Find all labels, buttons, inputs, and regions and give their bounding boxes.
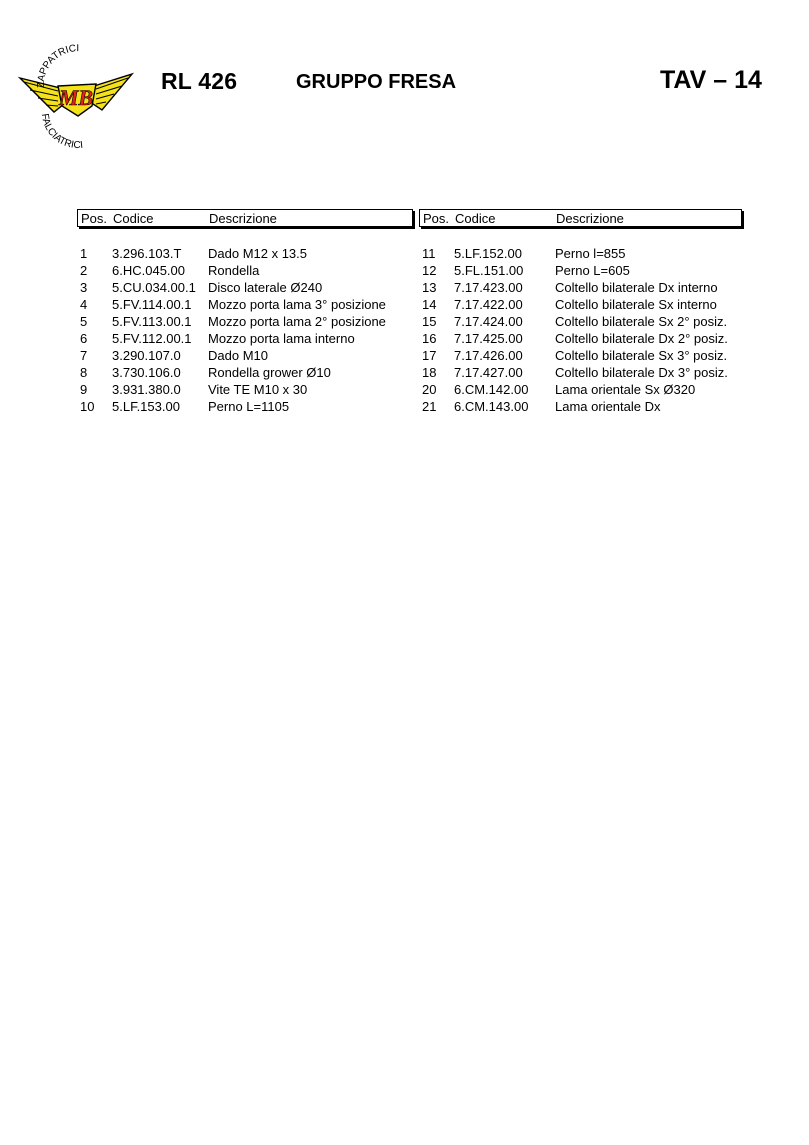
part-row bbox=[419, 365, 742, 382]
part-description: Mozzo porta lama 3° posizione bbox=[208, 297, 386, 312]
part-row bbox=[77, 314, 413, 331]
part-description: Coltello bilaterale Sx 2° posiz. bbox=[555, 314, 728, 329]
part-code: 3.730.106.0 bbox=[112, 365, 181, 380]
part-code: 5.FV.114.00.1 bbox=[112, 297, 192, 312]
part-row bbox=[77, 246, 413, 263]
right-wing-icon bbox=[90, 74, 132, 110]
part-position: 3 bbox=[80, 280, 88, 295]
part-description: Dado M10 bbox=[208, 348, 268, 363]
parts-rows-right bbox=[419, 246, 742, 416]
parts-table-right bbox=[419, 209, 742, 416]
part-description: Perno l=855 bbox=[555, 246, 626, 261]
part-description: Vite TE M10 x 30 bbox=[208, 382, 308, 397]
part-code: 7.17.426.00 bbox=[454, 348, 523, 363]
part-row bbox=[419, 382, 742, 399]
part-position: 10 bbox=[80, 399, 95, 414]
part-position: 21 bbox=[422, 399, 437, 414]
brand-logo bbox=[14, 44, 138, 154]
part-row bbox=[77, 297, 413, 314]
part-row bbox=[77, 382, 413, 399]
part-code: 7.17.427.00 bbox=[454, 365, 523, 380]
column-desc-header: Descrizione bbox=[556, 211, 624, 226]
part-code: 5.FL.151.00 bbox=[454, 263, 524, 278]
part-description: Lama orientale Dx bbox=[555, 399, 661, 414]
part-row bbox=[77, 331, 413, 348]
part-row bbox=[77, 263, 413, 280]
group-title: GRUPPO FRESA bbox=[296, 71, 457, 93]
part-code: 6.CM.142.00 bbox=[454, 382, 529, 397]
part-row bbox=[419, 399, 742, 416]
part-position: 17 bbox=[422, 348, 437, 363]
mb-emblem-icon bbox=[14, 44, 138, 154]
part-code: 7.17.424.00 bbox=[454, 314, 523, 329]
part-row bbox=[419, 348, 742, 365]
part-description: Rondella bbox=[208, 263, 260, 278]
column-code-header: Codice bbox=[455, 211, 496, 226]
part-position: 18 bbox=[422, 365, 437, 380]
part-row bbox=[419, 331, 742, 348]
part-position: 9 bbox=[80, 382, 88, 397]
part-position: 4 bbox=[80, 297, 88, 312]
part-code: 7.17.422.00 bbox=[454, 297, 523, 312]
part-code: 3.296.103.T bbox=[112, 246, 182, 261]
column-pos-header: Pos. bbox=[81, 211, 108, 226]
table-header bbox=[419, 209, 742, 227]
parts-table-left bbox=[77, 209, 413, 416]
svg-text:FALCIATRICI: FALCIATRICI bbox=[38, 112, 84, 152]
part-code: 5.FV.113.00.1 bbox=[112, 314, 192, 329]
part-description: Mozzo porta lama interno bbox=[208, 331, 355, 346]
part-row bbox=[419, 297, 742, 314]
part-position: 12 bbox=[422, 263, 437, 278]
part-description: Coltello bilaterale Sx interno bbox=[555, 297, 717, 312]
column-pos-header: Pos. bbox=[423, 211, 450, 226]
column-code-header: Codice bbox=[113, 211, 154, 226]
part-position: 6 bbox=[80, 331, 88, 346]
part-row bbox=[77, 280, 413, 297]
part-description: Perno L=1105 bbox=[208, 399, 290, 414]
part-description: Disco laterale Ø240 bbox=[208, 280, 323, 295]
part-position: 14 bbox=[422, 297, 437, 312]
part-description: Coltello bilaterale Dx interno bbox=[555, 280, 718, 295]
part-description: Lama orientale Sx Ø320 bbox=[555, 382, 696, 397]
part-code: 5.LF.153.00 bbox=[112, 399, 180, 414]
part-description: Coltello bilaterale Dx 2° posiz. bbox=[555, 331, 728, 346]
part-row bbox=[419, 263, 742, 280]
part-position: 13 bbox=[422, 280, 437, 295]
part-row bbox=[77, 365, 413, 382]
part-position: 16 bbox=[422, 331, 437, 346]
part-position: 8 bbox=[80, 365, 88, 380]
part-description: Mozzo porta lama 2° posizione bbox=[208, 314, 386, 329]
part-row bbox=[77, 348, 413, 365]
svg-text:ZAPPATRICI: ZAPPATRICI bbox=[35, 44, 80, 89]
part-row bbox=[77, 399, 413, 416]
part-code: 5.CU.034.00.1 bbox=[112, 280, 196, 295]
part-code: 5.LF.152.00 bbox=[454, 246, 522, 261]
part-position: 7 bbox=[80, 348, 88, 363]
svg-text:MB: MB bbox=[58, 85, 94, 110]
part-description: Perno L=605 bbox=[555, 263, 630, 278]
column-desc-header: Descrizione bbox=[209, 211, 277, 226]
part-code: 7.17.425.00 bbox=[454, 331, 523, 346]
part-row bbox=[419, 246, 742, 263]
part-description: Coltello bilaterale Dx 3° posiz. bbox=[555, 365, 728, 380]
parts-rows-left bbox=[77, 246, 413, 416]
part-code: 6.HC.045.00 bbox=[112, 263, 185, 278]
part-row bbox=[419, 280, 742, 297]
part-position: 20 bbox=[422, 382, 437, 397]
part-code: 3.931.380.0 bbox=[112, 382, 181, 397]
table-header bbox=[77, 209, 413, 227]
part-position: 11 bbox=[422, 246, 436, 261]
part-row bbox=[419, 314, 742, 331]
part-description: Coltello bilaterale Sx 3° posiz. bbox=[555, 348, 728, 363]
part-code: 7.17.423.00 bbox=[454, 280, 523, 295]
part-position: 5 bbox=[80, 314, 88, 329]
part-position: 2 bbox=[80, 263, 88, 278]
part-description: Rondella grower Ø10 bbox=[208, 365, 331, 380]
part-code: 3.290.107.0 bbox=[112, 348, 181, 363]
model-number: RL 426 bbox=[161, 68, 238, 94]
part-position: 1 bbox=[80, 246, 88, 261]
part-description: Dado M12 x 13.5 bbox=[208, 246, 308, 261]
part-code: 5.FV.112.00.1 bbox=[112, 331, 192, 346]
table-reference: TAV – 14 bbox=[660, 66, 762, 94]
part-code: 6.CM.143.00 bbox=[454, 399, 529, 414]
part-position: 15 bbox=[422, 314, 437, 329]
